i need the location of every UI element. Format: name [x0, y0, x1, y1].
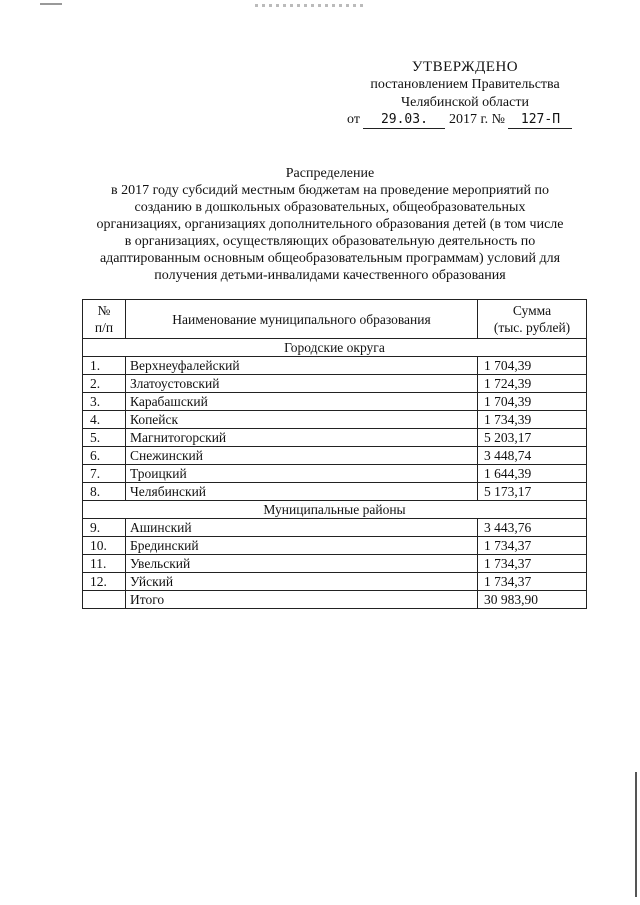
header-name: Наименование муниципального образования — [126, 300, 478, 339]
row-name: Златоустовский — [126, 375, 478, 393]
approval-date: 29.03. — [363, 112, 445, 129]
table-row — [83, 429, 587, 447]
row-sum: 3 443,76 — [478, 519, 587, 537]
group-title: Муниципальные районы — [83, 501, 587, 519]
row-name: Ашинский — [126, 519, 478, 537]
row-num: 9. — [83, 519, 126, 537]
approval-block — [340, 58, 590, 112]
date-prefix: от — [347, 112, 360, 127]
table-row — [83, 411, 587, 429]
header-sum — [478, 300, 587, 339]
heading-line: адаптированным основным общеобразовательным программам) условий для — [99, 251, 561, 266]
row-num: 4. — [83, 411, 126, 429]
table-row — [83, 537, 587, 555]
row-name: Снежинский — [126, 447, 478, 465]
heading-line: в организациях, осуществляющих образовательную деятельность по — [124, 234, 536, 249]
scan-noise-top — [255, 4, 365, 7]
group-row — [83, 501, 587, 519]
row-name: Брединский — [126, 537, 478, 555]
row-num: 6. — [83, 447, 126, 465]
total-label: Итого — [126, 591, 478, 609]
row-sum: 1 704,39 — [478, 393, 587, 411]
row-num: 11. — [83, 555, 126, 573]
scan-edge-line — [635, 772, 637, 897]
row-num: 10. — [83, 537, 126, 555]
row-num: 12. — [83, 573, 126, 591]
scan-noise-mark — [40, 3, 62, 5]
row-sum: 5 203,17 — [478, 429, 587, 447]
row-sum: 5 173,17 — [478, 483, 587, 501]
row-sum: 1 704,39 — [478, 357, 587, 375]
row-sum: 1 644,39 — [478, 465, 587, 483]
total-sum: 30 983,90 — [478, 591, 587, 609]
heading-line: организациях, организациях дополнительного образования детей (в том числе — [96, 217, 564, 232]
approval-date-line — [347, 112, 572, 129]
row-name: Копейск — [126, 411, 478, 429]
heading-line: в 2017 году субсидий местным бюджетам на проведение мероприятий по — [111, 183, 549, 198]
row-num: 7. — [83, 465, 126, 483]
row-sum: 1 734,37 — [478, 537, 587, 555]
row-sum: 1 734,37 — [478, 555, 587, 573]
row-num: 1. — [83, 357, 126, 375]
heading-line: созданию в дошкольных образовательных, общеобразовательных — [134, 200, 526, 215]
header-sum-label: Сумма — [512, 303, 552, 318]
row-name: Троицкий — [126, 465, 478, 483]
row-name: Карабашский — [126, 393, 478, 411]
table-row — [83, 375, 587, 393]
row-num: 3. — [83, 393, 126, 411]
approval-year: 2017 г. № — [448, 112, 505, 127]
row-name: Челябинский — [126, 483, 478, 501]
heading-title: Распределение — [285, 166, 375, 181]
row-num: 8. — [83, 483, 126, 501]
approval-title: УТВЕРЖДЕНО — [411, 59, 519, 75]
approval-line-1: постановлением Правительства — [370, 77, 560, 92]
document-heading — [60, 165, 600, 284]
row-num: 2. — [83, 375, 126, 393]
row-name: Увельский — [126, 555, 478, 573]
row-name: Уйский — [126, 573, 478, 591]
approval-line-2: Челябинской области — [401, 95, 529, 110]
table-row — [83, 573, 587, 591]
header-num-symbol: № — [97, 303, 111, 318]
row-sum: 1 734,39 — [478, 411, 587, 429]
header-sum-unit: (тыс. рублей) — [493, 320, 571, 335]
row-name: Магнитогорский — [126, 429, 478, 447]
group-title: Городские округа — [83, 339, 587, 357]
table-row — [83, 465, 587, 483]
row-num: 5. — [83, 429, 126, 447]
row-name: Верхнеуфалейский — [126, 357, 478, 375]
distribution-table — [82, 299, 587, 609]
total-row — [83, 591, 587, 609]
heading-line: получения детьми-инвалидами качественного образования — [154, 268, 506, 283]
table-row — [83, 555, 587, 573]
header-num-label: п/п — [94, 320, 114, 335]
table-row — [83, 393, 587, 411]
group-row — [83, 339, 587, 357]
table-row — [83, 483, 587, 501]
header-num — [83, 300, 126, 339]
total-num-empty — [83, 591, 126, 609]
row-sum: 3 448,74 — [478, 447, 587, 465]
table-row — [83, 357, 587, 375]
row-sum: 1 724,39 — [478, 375, 587, 393]
approval-number: 127-П — [508, 112, 572, 129]
table-row — [83, 447, 587, 465]
row-sum: 1 734,37 — [478, 573, 587, 591]
table-row — [83, 519, 587, 537]
table-header-row — [83, 300, 587, 339]
